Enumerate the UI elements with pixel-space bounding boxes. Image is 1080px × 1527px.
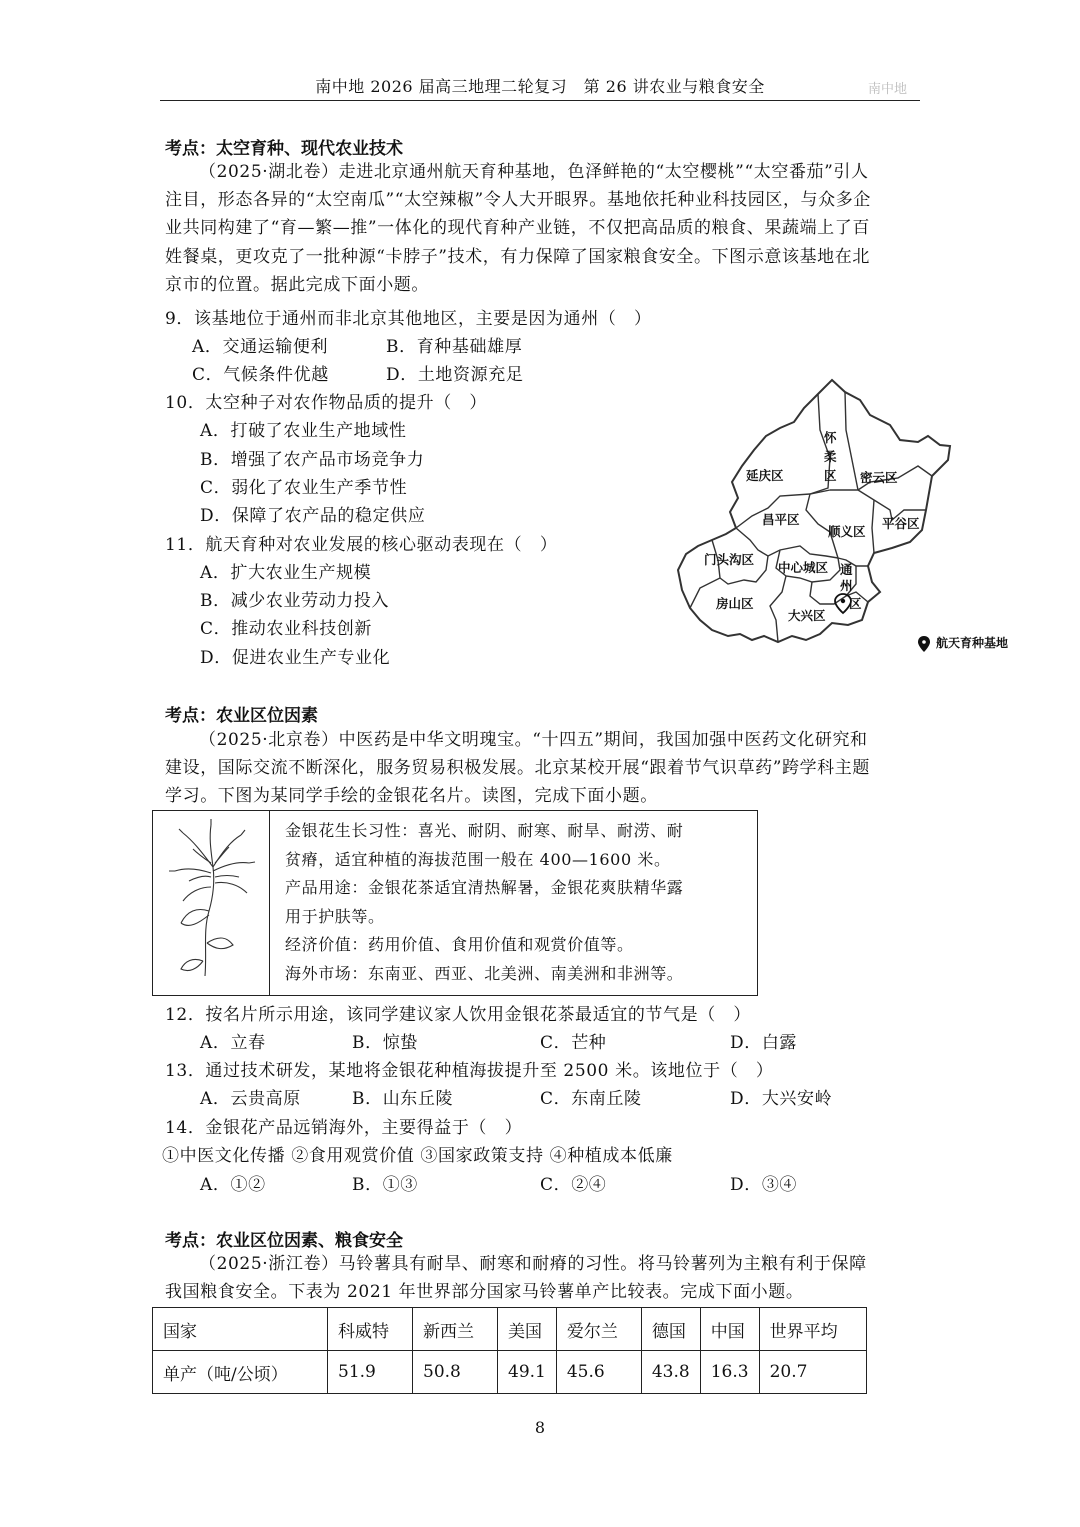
q10-option-d[interactable]: D．保障了农产品的稳定供应 <box>200 506 426 526</box>
intro-line: （2025·浙江卷）马铃薯具有耐旱、耐寒和耐瘠的习性。将马铃薯列为主粮有利于保障 <box>199 1254 867 1274</box>
card-line: 用于护肤等。 <box>285 906 385 926</box>
section1-intro <box>165 158 920 299</box>
map-label-daxing: 大兴区 <box>788 608 826 623</box>
potato-yield-table <box>152 1307 867 1394</box>
intro-line: （2025·北京卷）中医药是中华文明瑰宝。“十四五”期间，我国加强中医药文化研究和 <box>199 730 868 750</box>
card-line: 经济价值：药用价值、食用价值和观赏价值等。 <box>285 935 634 954</box>
table-header-row <box>153 1308 867 1351</box>
table-header-cell: 国家 <box>153 1308 328 1351</box>
q10-stem: 10．太空种子对农作物品质的提升（ ） <box>165 393 488 413</box>
q12-option-b[interactable]: B．惊蛰 <box>352 1033 418 1053</box>
table-header-cell: 美国 <box>498 1308 557 1351</box>
q11-option-b[interactable]: B．减少农业劳动力投入 <box>200 591 390 611</box>
q14-items: ①中医文化传播 ②食用观赏价值 ③国家政策支持 ④种植成本低廉 <box>162 1146 673 1166</box>
map-label-changping: 昌平区 <box>762 512 800 527</box>
table-row <box>153 1351 867 1394</box>
q9-option-a[interactable]: A．交通运输便利 <box>192 337 329 357</box>
q10-option-a[interactable]: A．打破了农业生产地域性 <box>200 421 407 441</box>
q14-option-b[interactable]: B．①③ <box>352 1175 418 1195</box>
page-header <box>160 76 920 101</box>
q13-stem: 13．通过技术研发，某地将金银花种植海拔提升至 2500 米。该地位于（ ） <box>165 1061 774 1081</box>
map-label-yanqing: 延庆区 <box>746 468 784 483</box>
q13-option-c[interactable]: C．东南丘陵 <box>540 1089 642 1109</box>
map-label-huairou-2: 柔 <box>824 449 837 464</box>
honeysuckle-flower-icon <box>153 811 269 995</box>
page-number: 8 <box>534 1418 546 1437</box>
beijing-district-map <box>660 370 1040 660</box>
intro-line: 姓餐桌，更攻克了一批种源“卡脖子”技术，有力保障了国家粮食安全。下图示意该基地在北 <box>165 246 870 267</box>
q12-stem: 12．按名片所示用途，该同学建议家人饮用金银花茶最适宜的节气是（ ） <box>165 1005 752 1025</box>
q12-option-a[interactable]: A．立春 <box>200 1033 266 1053</box>
map-legend-label: 航天育种基地 <box>936 636 1009 650</box>
header-stamp: 南中地 <box>868 82 908 97</box>
q14-stem: 14．金银花产品远销海外，主要得益于（ ） <box>165 1118 523 1138</box>
legend-pin-icon <box>918 636 930 652</box>
intro-line: 注目，形态各异的“太空南瓜”“太空辣椒”令人大开眼界。基地依托种业科技园区，与众多企 <box>165 190 871 211</box>
q11-stem: 11．航天育种对农业发展的核心驱动表现在（ ） <box>165 535 558 555</box>
table-cell: 16.3 <box>700 1351 759 1394</box>
map-label-mentougou: 门头沟区 <box>704 552 755 567</box>
card-line: 贫瘠，适宜种植的海拔范围一般在 400—1600 米。 <box>285 849 671 869</box>
table-cell: 49.1 <box>498 1351 557 1394</box>
q9-option-d[interactable]: D．土地资源充足 <box>386 365 524 385</box>
section2-kaodian: 考点：农业区位因素 <box>165 706 318 726</box>
map-label-huairou-3: 区 <box>824 468 837 483</box>
q11-option-d[interactable]: D．促进农业生产专业化 <box>200 648 391 668</box>
card-line: 产品用途：金银花茶适宜清热解暑，金银花爽肤精华露 <box>285 878 684 897</box>
table-cell: 45.6 <box>556 1351 641 1394</box>
q11-option-c[interactable]: C．推动农业科技创新 <box>200 619 373 639</box>
header-title: 南中地 2026 届高三地理二轮复习 第 26 讲农业与粮食安全 <box>315 77 765 96</box>
table-header-cell: 中国 <box>700 1308 759 1351</box>
q13-option-d[interactable]: D．大兴安岭 <box>730 1089 833 1109</box>
intro-line: 我国粮食安全。下表为 2021 年世界部分国家马铃薯单产比较表。完成下面小题。 <box>165 1282 804 1303</box>
q10-option-c[interactable]: C．弱化了农业生产季节性 <box>200 478 408 498</box>
intro-line: 京市的位置。据此完成下面小题。 <box>165 274 429 295</box>
q9-option-c[interactable]: C．气候条件优越 <box>192 365 329 385</box>
card-line: 海外市场：东南亚、西亚、北美洲、南美洲和非洲等。 <box>285 963 684 983</box>
card-text <box>285 817 751 988</box>
map-label-miyun: 密云区 <box>860 470 898 485</box>
section1-kaodian: 考点：太空育种、现代农业技术 <box>165 139 403 159</box>
table-header-cell: 科威特 <box>328 1308 413 1351</box>
table-header-cell: 世界平均 <box>759 1308 866 1351</box>
q14-option-c[interactable]: C．②④ <box>540 1175 607 1195</box>
intro-line: 建设，国际交流不断深化，服务贸易积极发展。北京某校开展“跟着节气识草药”跨学科主题 <box>165 758 870 779</box>
map-label-huairou-1: 怀 <box>824 430 837 445</box>
q9-option-b[interactable]: B．育种基础雄厚 <box>386 337 523 357</box>
intro-line: （2025·湖北卷）走进北京通州航天育种基地，色泽鲜艳的“太空樱桃”“太空番茄”引人 <box>199 162 869 182</box>
table-header-cell: 新西兰 <box>413 1308 498 1351</box>
table-cell: 51.9 <box>328 1351 413 1394</box>
q9-stem: 9．该基地位于通州而非北京其他地区，主要是因为通州（ ） <box>165 309 652 329</box>
table-header-cell: 德国 <box>641 1308 700 1351</box>
q13-option-b[interactable]: B．山东丘陵 <box>352 1089 454 1109</box>
q14-option-a[interactable]: A．①② <box>200 1175 266 1195</box>
card-line: 金银花生长习性：喜光、耐阴、耐寒、耐旱、耐涝、耐 <box>285 821 684 840</box>
map-label-fangshan: 房山区 <box>716 596 754 611</box>
table-cell: 20.7 <box>759 1351 866 1394</box>
q14-option-d[interactable]: D．③④ <box>730 1175 798 1195</box>
section3-kaodian: 考点：农业区位因素、粮食安全 <box>165 1231 403 1251</box>
q13-option-a[interactable]: A．云贵高原 <box>200 1089 301 1109</box>
section2-intro <box>165 726 920 811</box>
intro-line: 业共同构建了“育—繁—推”一体化的现代育种产业链，不仅把高品质的粮食、果蔬端上了百 <box>165 218 870 239</box>
map-label-zhongxin: 中心城区 <box>778 560 829 575</box>
q10-option-b[interactable]: B．增强了农产品市场竞争力 <box>200 450 425 470</box>
section3-intro <box>165 1250 920 1306</box>
table-cell: 50.8 <box>413 1351 498 1394</box>
intro-line: 学习。下图为某同学手绘的金银花名片。读图，完成下面小题。 <box>165 786 658 807</box>
map-label-shunyi: 顺义区 <box>828 524 866 539</box>
map-label-tongzhou-2: 州 <box>840 578 853 593</box>
map-label-tongzhou-1: 通 <box>840 562 853 577</box>
q11-option-a[interactable]: A．扩大农业生产规模 <box>200 563 372 583</box>
q12-option-c[interactable]: C．芒种 <box>540 1033 607 1053</box>
map-label-tongzhou-3: 区 <box>849 596 862 611</box>
table-cell: 43.8 <box>641 1351 700 1394</box>
honeysuckle-card <box>152 810 758 996</box>
table-header-cell: 爱尔兰 <box>556 1308 641 1351</box>
honeysuckle-drawing <box>153 811 270 995</box>
q12-option-d[interactable]: D．白露 <box>730 1033 798 1053</box>
table-cell: 单产（吨/公顷） <box>153 1351 328 1394</box>
map-label-pinggu: 平谷区 <box>882 516 920 531</box>
